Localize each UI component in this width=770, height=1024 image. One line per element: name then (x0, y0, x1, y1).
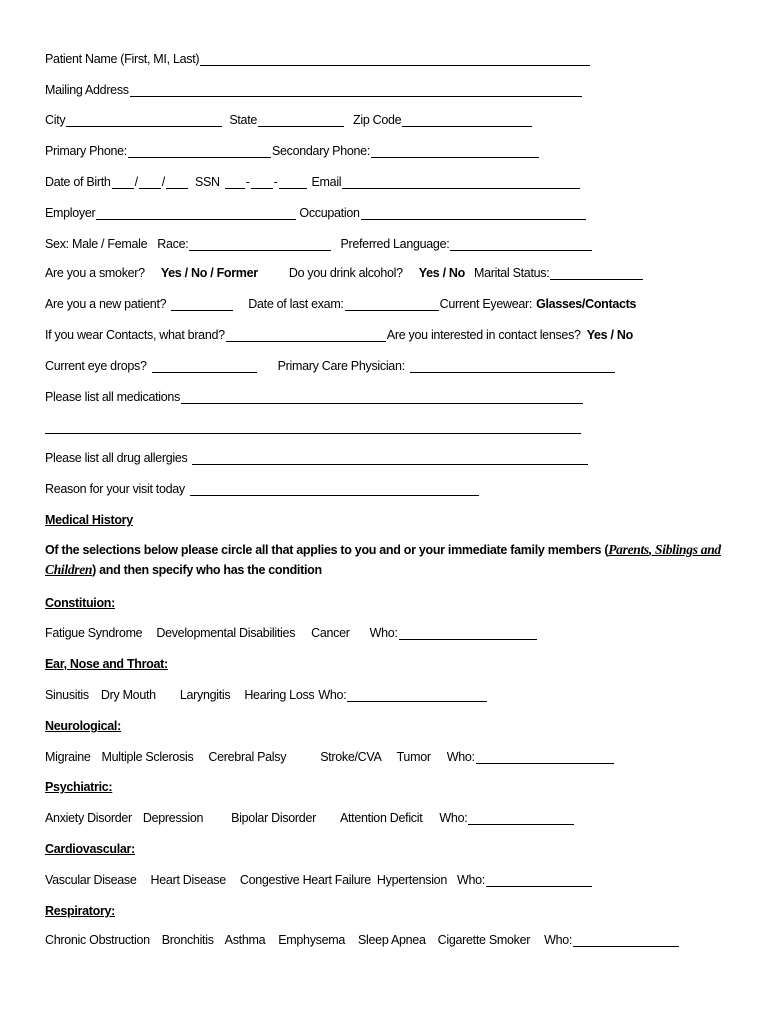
condition-item[interactable]: Heart Disease (150, 873, 226, 887)
ssn-part3-field[interactable] (279, 176, 307, 189)
allergies-label: Please list all drug allergies (45, 451, 188, 465)
condition-item[interactable]: Sinusitis (45, 688, 89, 702)
constitution-items-row (45, 624, 538, 640)
patient-name-label: Patient Name (First, MI, Last) (45, 52, 200, 66)
ssn-separator: - (245, 175, 250, 189)
eyewear-options[interactable]: Glasses/Contacts (536, 297, 637, 311)
medications-label: Please list all medications (45, 390, 181, 404)
reason-row (45, 480, 480, 496)
ssn-label: SSN (194, 175, 220, 189)
reason-label: Reason for your visit today (45, 482, 185, 496)
zip-label: Zip Code (353, 113, 402, 127)
alcohol-options[interactable]: Yes / No (418, 266, 465, 280)
email-label: Email (311, 175, 342, 189)
who-label: Who: (439, 811, 468, 825)
condition-item[interactable]: Emphysema (278, 933, 346, 947)
medications-row-2 (45, 418, 582, 434)
pcp-field[interactable] (410, 360, 615, 373)
who-field[interactable] (347, 689, 487, 702)
zip-field[interactable] (402, 114, 532, 127)
dob-day-field[interactable] (139, 176, 161, 189)
allergies-field[interactable] (192, 452, 588, 465)
who-field[interactable] (573, 934, 679, 947)
who-label: Who: (544, 933, 573, 947)
who-field[interactable] (468, 812, 574, 825)
patient-name-field[interactable] (200, 53, 590, 66)
dob-month-field[interactable] (112, 176, 134, 189)
dob-label: Date of Birth (45, 175, 111, 189)
condition-item[interactable]: Tumor (396, 750, 431, 764)
city-field[interactable] (66, 114, 222, 127)
eye-drops-field[interactable] (152, 360, 257, 373)
section-title-psychiatric: Psychiatric: (45, 780, 113, 794)
condition-item[interactable]: Hypertension (376, 873, 447, 887)
new-patient-question: Are you a new patient? (45, 297, 167, 311)
state-field[interactable] (258, 114, 344, 127)
eyewear-label: Current Eyewear: (439, 297, 533, 311)
instructions-text-end: ) and then specify who has the condition (92, 563, 322, 577)
condition-item[interactable]: Cigarette Smoker (437, 933, 531, 947)
who-label: Who: (456, 873, 485, 887)
occupation-field[interactable] (361, 207, 586, 220)
last-exam-label: Date of last exam: (248, 297, 344, 311)
condition-item[interactable]: Developmental Disabilities (156, 626, 296, 640)
contacts-row (45, 326, 633, 342)
condition-item[interactable]: Laryngitis (179, 688, 231, 702)
condition-item[interactable]: Migraine (45, 750, 91, 764)
siblings-emphasis: Siblings and Children (45, 542, 721, 577)
section-title-respiratory: Respiratory: (45, 904, 116, 918)
dob-year-field[interactable] (166, 176, 188, 189)
phone-row (45, 142, 540, 158)
contacts-brand-field[interactable] (226, 329, 386, 342)
employer-label: Employer (45, 206, 96, 220)
who-field[interactable] (476, 751, 614, 764)
new-patient-field[interactable] (171, 298, 233, 311)
pcp-label: Primary Care Physician: (277, 359, 405, 373)
dob-separator: / (161, 175, 165, 189)
parents-emphasis: Parents (608, 542, 649, 557)
secondary-phone-label: Secondary Phone: (271, 144, 371, 158)
language-label: Preferred Language: (340, 237, 450, 251)
condition-item[interactable]: Congestive Heart Failure (239, 873, 371, 887)
condition-item[interactable]: Hearing Loss (244, 688, 315, 702)
occupation-label: Occupation (299, 206, 360, 220)
city-label: City (45, 113, 66, 127)
mailing-address-field[interactable] (130, 84, 582, 97)
who-label: Who: (446, 750, 475, 764)
condition-item[interactable]: Cancer (311, 626, 350, 640)
who-label: Who: (369, 626, 398, 640)
city-state-zip-row (45, 111, 533, 127)
contact-interest-question: Are you interested in contact lenses? (386, 328, 581, 342)
condition-item[interactable]: Bipolar Disorder (231, 811, 316, 825)
medications-field-line2[interactable] (45, 421, 581, 434)
medications-field[interactable] (181, 391, 583, 404)
condition-item[interactable]: Dry Mouth (100, 688, 156, 702)
smoker-options[interactable]: Yes / No / Former (160, 266, 258, 280)
condition-item[interactable]: Attention Deficit (339, 811, 423, 825)
condition-item[interactable]: Asthma (224, 933, 266, 947)
secondary-phone-field[interactable] (371, 145, 539, 158)
instructions-text: Of the selections below please circle all that applies to you and or your immediate family members ( (45, 543, 609, 557)
drops-pcp-row (45, 357, 616, 373)
psychiatric-items-row (45, 809, 575, 825)
alcohol-question: Do you drink alcohol? (288, 266, 403, 280)
who-field[interactable] (399, 627, 537, 640)
condition-item[interactable]: Bronchitis (161, 933, 214, 947)
condition-item[interactable]: Vascular Disease (45, 873, 137, 887)
respiratory-items-row (45, 931, 680, 947)
mailing-address-label: Mailing Address (45, 83, 129, 97)
medical-history-instructions (45, 540, 725, 580)
condition-item[interactable]: Depression (142, 811, 204, 825)
smoker-question: Are you a smoker? (45, 266, 145, 280)
section-title-cardiovascular: Cardiovascular: (45, 842, 135, 856)
email-field[interactable] (342, 176, 580, 189)
primary-phone-field[interactable] (128, 145, 271, 158)
allergies-row (45, 449, 589, 465)
condition-item[interactable]: Anxiety Disorder (45, 811, 132, 825)
condition-item[interactable]: Stroke/CVA (320, 750, 382, 764)
race-field[interactable] (189, 238, 331, 251)
condition-item[interactable]: Sleep Apnea (358, 933, 426, 947)
condition-item[interactable]: Fatigue Syndrome (45, 626, 143, 640)
sex-race-language-row (45, 235, 593, 251)
race-label: Race: (157, 237, 189, 251)
primary-phone-label: Primary Phone: (45, 144, 127, 158)
eye-drops-label: Current eye drops? (45, 359, 147, 373)
condition-item[interactable]: Chronic Obstruction (45, 933, 150, 947)
contacts-brand-label: If you wear Contacts, what brand? (45, 328, 225, 342)
state-label: State (229, 113, 258, 127)
comma-emphasis: , (648, 542, 656, 557)
reason-field[interactable] (190, 483, 479, 496)
employer-field[interactable] (96, 207, 296, 220)
mailing-address-row (45, 81, 583, 97)
eye-status-row (45, 295, 636, 311)
condition-item[interactable]: Multiple Sclerosis (101, 750, 194, 764)
sex-label: Sex: Male / Female (45, 237, 148, 251)
last-exam-field[interactable] (345, 298, 439, 311)
contact-interest-options[interactable]: Yes / No (586, 328, 633, 342)
section-title-ent: Ear, Nose and Throat: (45, 657, 168, 671)
dob-separator: / (134, 175, 138, 189)
marital-label: Marital Status: (474, 266, 550, 280)
medical-history-heading: Medical History (45, 513, 133, 527)
ssn-separator: - (273, 175, 278, 189)
medications-row (45, 388, 584, 404)
patient-name-row (45, 50, 591, 66)
lifestyle-row (45, 264, 644, 280)
who-field[interactable] (486, 874, 592, 887)
ent-items-row (45, 686, 488, 702)
who-label: Who: (318, 688, 347, 702)
section-title-neurological: Neurological: (45, 719, 121, 733)
ssn-part2-field[interactable] (251, 176, 273, 189)
dob-ssn-email-row (45, 173, 581, 189)
employer-row (45, 204, 587, 220)
language-field[interactable] (450, 238, 592, 251)
section-title-constitution: Constituion: (45, 596, 115, 610)
neurological-items-row (45, 748, 615, 764)
cardiovascular-items-row (45, 871, 593, 887)
condition-item[interactable]: Cerebral Palsy (208, 750, 287, 764)
ssn-part1-field[interactable] (225, 176, 245, 189)
marital-field[interactable] (550, 267, 643, 280)
